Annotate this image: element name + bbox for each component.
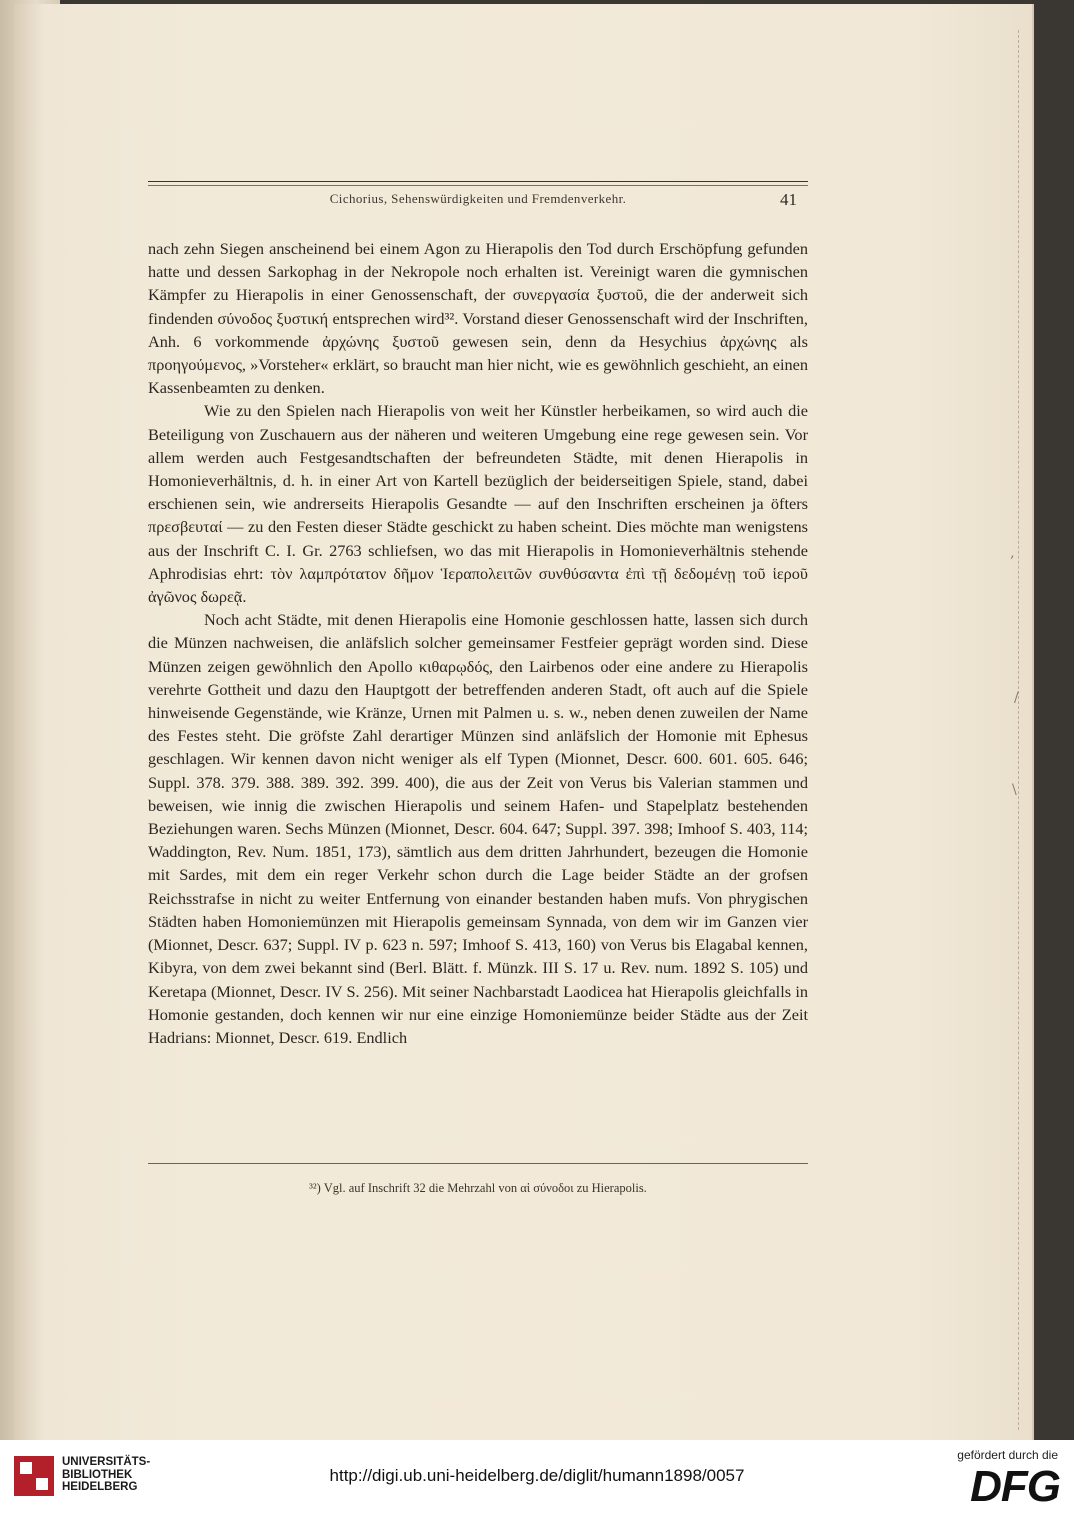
margin-tick: /: [1014, 690, 1019, 706]
margin-tick: ‚: [1010, 545, 1015, 561]
permalink[interactable]: http://digi.ub.uni-heidelberg.de/diglit/humann1898/0057: [329, 1466, 745, 1485]
paragraph-2: Wie zu den Spielen nach Hierapolis von weit her Künstler herbeikamen, so wird auch die Beteiligung von Zuschauern aus der näheren und weiteren Umgebung eine rege gewesen sein. Vor allem werden auch Festgesandtschaften der befreundeten Städte, mit denen Hierapolis in Homonieverhältnis, d. h. in einer Art von Kartell bezüglich der beiderseitigen Spiele, stand, dabei erschienen sein, wie andrerseits Hierapolis Gesandte — auf den Inschriften erscheinen ja öfters πρεσβευταί — zu den Festen dieser Städte geschickt zu haben scheint. Dies möchte man wenigstens aus der Inschrift C. I. Gr. 2763 schliefsen, wo das mit Hierapolis in Homonieverhältnis stehende Aphrodisias ehrt: τὸν λαμπρότατον δῆμον Ἱεραπολειτῶν συνθύσαντα ἐπὶ τῇ δεδομένῃ τοῦ ἱεροῦ ἀγῶνος δωρεᾷ.: [148, 401, 808, 607]
library-name-line: HEIDELBERG: [62, 1481, 138, 1493]
page-edge-mark: [1018, 30, 1025, 1430]
footnote-rule: [148, 1163, 808, 1164]
footnote: ³²) Vgl. auf Inschrift 32 die Mehrzahl von αἱ σύνοδοι zu Hierapolis.: [309, 1181, 647, 1195]
page-number: 41: [780, 190, 797, 209]
header-rule-thin: [148, 185, 808, 186]
margin-tick: \: [1012, 782, 1017, 798]
paragraph-1: nach zehn Siegen anscheinend bei einem Agon zu Hierapolis den Tod durch Erschöpfung gefunden hatte und dessen Sarkophag in der Nekropole noch erhalten ist. Vereinigt waren die gymnischen Kämpfer zu Hierapolis in einer Genossenschaft, der συνεργασία ξυστοῦ, die der anderweit sich findenden σύνοδος ξυστική entsprechen wird³². Vorstand dieser Genossenschaft wird der Inschriften, Anh. 6 vorkommende ἀρχώνης ξυστοῦ gewesen sein, denn da Hesychius ἀρχώνης als προηγούμενος, »Vorsteher« erklärt, so braucht man hier nicht, wie es gewöhnlich geschieht, an einen Kassenbeamten zu denken.: [148, 239, 808, 398]
funded-by-label: gefördert durch die: [957, 1448, 1058, 1462]
dfg-logo: DFG: [970, 1462, 1060, 1511]
library-name-line: UNIVERSITÄTS-: [62, 1456, 151, 1468]
paragraph-3: Noch acht Städte, mit denen Hierapolis eine Homonie geschlossen hatte, lassen sich durch die Münzen nachweisen, die anläfslich solcher gemeinsamer Festfeier geprägt worden sind. Diese Münzen zeigen gewöhnlich den Apollo κιθαρῳδός, den Lairbenos oder eine andere zu Hierapolis verehrte Gottheit und dazu den Hauptgott der betreffenden anderen Stadt, oft auch auf die Spiele hinweisende Gegenstände, wie Kränze, Urnen mit Palmen u. s. w., neben denen zuweilen der Name des Festes steht. Die gröfste Zahl derartiger Münzen sind anläfslich der Homonie mit Ephesus geschlagen. Wir kennen davon nicht weniger als elf Typen (Mionnet, Descr. 600. 601. 605. 646; Suppl. 378. 379. 388. 389. 392. 399. 400), die aus der Zeit von Verus bis Valerian stammen und beweisen, wie innig die zwischen Hierapolis und seinem Hafen- und Stapelplatz bestehenden Beziehungen waren. Sechs Münzen (Mionnet, Descr. 604. 647; Suppl. 397. 398; Imhoof S. 403, 114; Waddington, Rev. Num. 1851, 173), sämtlich aus dem dritten Jahrhundert, bezeugen die Homonie mit Sardes, mit dem ein reger Verkehr schon durch die Lage beider Städte an der grofsen Reichsstrafse in nicht zu weiter Entfernung von einander bestanden haben mufs. Von phrygischen Städten haben Homoniemünzen mit Hierapolis gemeinsam Synnada, von dem wir im Ganzen vier (Mionnet, Descr. 637; Suppl. IV p. 623 n. 597; Imhoof S. 413, 160) von Verus bis Elagabal kennen, Kibyra, von dem zwei bekannt sind (Berl. Blätt. f. Münzk. III S. 17 u. Rev. num. 1892 S. 105) und Keretapa (Mionnet, Descr. IV S. 256). Mit seiner Nachbarstadt Laodicea hat Hierapolis gleichfalls in Homonie gestanden, doch kennen wir nur eine einzige Homoniemünze beider Städte aus der Zeit Hadrians: Mionnet, Descr. 619. Endlich: [148, 610, 808, 1047]
running-head: Cichorius, Sehenswürdigkeiten und Fremdenverkehr.: [329, 191, 627, 206]
header-rule: [148, 181, 808, 182]
library-name-line: BIBLIOTHEK: [62, 1468, 133, 1481]
body-text: [148, 237, 808, 1049]
